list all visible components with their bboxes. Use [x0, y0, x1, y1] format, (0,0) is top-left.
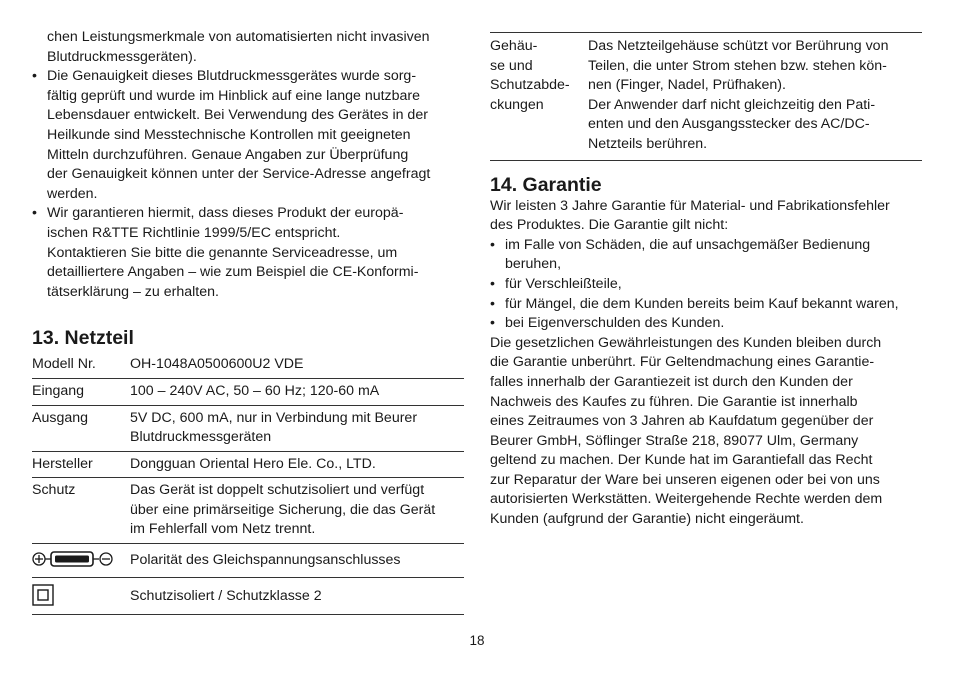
section-heading-netzteil: 13. Netzteil	[32, 327, 134, 350]
list-item: • Die Genauigkeit dieses Blutdruckmessgerätes wurde sorg- fältig geprüft und wurde im Hinblick auf eine lange nutzbare Lebensdauer entwickelt. Bei Verwendung des Gerätes in der Heilkunde sind Messtechnische Kontrollen mit geeigneten Mitteln durchzuführen. Genaue Angaben zur Überprüfung der Genauigkeit können unter der Service-Adresse angefragt werden.	[32, 68, 431, 202]
table-row: Eingang 100 – 240V AC, 50 – 60 Hz; 120-60 mA	[32, 378, 464, 405]
list-item: • für Mängel, die dem Kunden bereits beim Kauf bekannt waren,	[490, 295, 899, 312]
page-number: 18	[469, 633, 485, 648]
table-row: Hersteller Dongguan Oriental Hero Ele. Co., LTD.	[32, 451, 464, 478]
power-supply-table	[32, 352, 464, 615]
table-row: Modell Nr. OH-1048A0500600U2 VDE	[32, 352, 464, 378]
accuracy-bullets	[32, 67, 464, 243]
housing-table	[490, 32, 922, 161]
intro-continuation: chen Leistungsmerkmale von automatisierten nicht invasiven Blutdruckmessgeräten).	[47, 29, 430, 65]
warranty-intro: Wir leisten 3 Jahre Garantie für Material- und Fabrikationsfehler des Produktes. Die Garantie gilt nicht:	[490, 197, 890, 234]
section-heading-garantie: 14. Garantie	[490, 173, 602, 196]
polarity-symbol-icon	[32, 550, 116, 568]
table-row: Schutz Das Gerät ist doppelt schutzisoliert und verfügt über eine primärseitige Sicherung, die das Gerät im Fehlerfall vom Netz trennt.	[32, 478, 464, 544]
left-column	[32, 28, 464, 615]
protection-class-2-icon	[32, 584, 54, 606]
list-item: • Wir garantieren hiermit, dass dieses Produkt der europä- ischen R&TTE Richtlinie 1999/5/EC entspricht.	[32, 205, 404, 241]
list-item: • bei Eigenverschulden des Kunden.	[490, 315, 725, 332]
warranty-exclusions	[490, 236, 922, 334]
list-item: • für Verschleißteile,	[490, 275, 622, 292]
table-row: Schutzisoliert / Schutzklasse 2	[32, 577, 464, 615]
right-column	[490, 32, 922, 530]
warranty-closing: Die gesetzlichen Gewährleistungen des Kunden bleiben durch die Garantie unberührt. Für Geltendmachung eines Garantie- falles innerhalb der Garantiezeit ist durch den Kunden der Nachweis des Kaufes zu führen. Die Garantie ist innerhalb eines Zeitraumes von 3 Jahren ab Kaufdatum gegenüber der Beurer GmbH, Söflinger Straße 218, 89077 Ulm, Germany geltend zu machen. Der Kunde hat im Garantiefall das Recht zur Reparatur der Ware bei unseren eigenen oder bei von uns autorisierten Werkstätten. Weitergehende Rechte werden dem Kunden (aufgrund der Garantie) nicht eingeräumt.	[490, 334, 883, 528]
list-item: • im Falle von Schäden, die auf unsachgemäßer Bedienung beruhen,	[490, 236, 871, 273]
contact-paragraph: Kontaktieren Sie bitte die genannte Serviceadresse, um detailliertere Angaben – wie zum Beispiel die CE-Konformi- tätserklärung – zu erhalten.	[47, 244, 419, 300]
table-row: Ausgang 5V DC, 600 mA, nur in Verbindung mit Beurer Blutdruckmessgeräten	[32, 405, 464, 451]
table-row: Polarität des Gleichspannungsanschlusses	[32, 544, 464, 578]
table-row: Gehäu- se und Schutzabde- ckungen Das Netzteilgehäuse schützt vor Berührung von Teilen, die unter Strom stehen bzw. stehen kön- nen (Finger, Nadel, Prüfhaken). Der Anwender darf nicht gleichzeitig den Pati- enten und den Ausgangsstecker des AC/DC- Netzteils berühren.	[490, 33, 922, 161]
